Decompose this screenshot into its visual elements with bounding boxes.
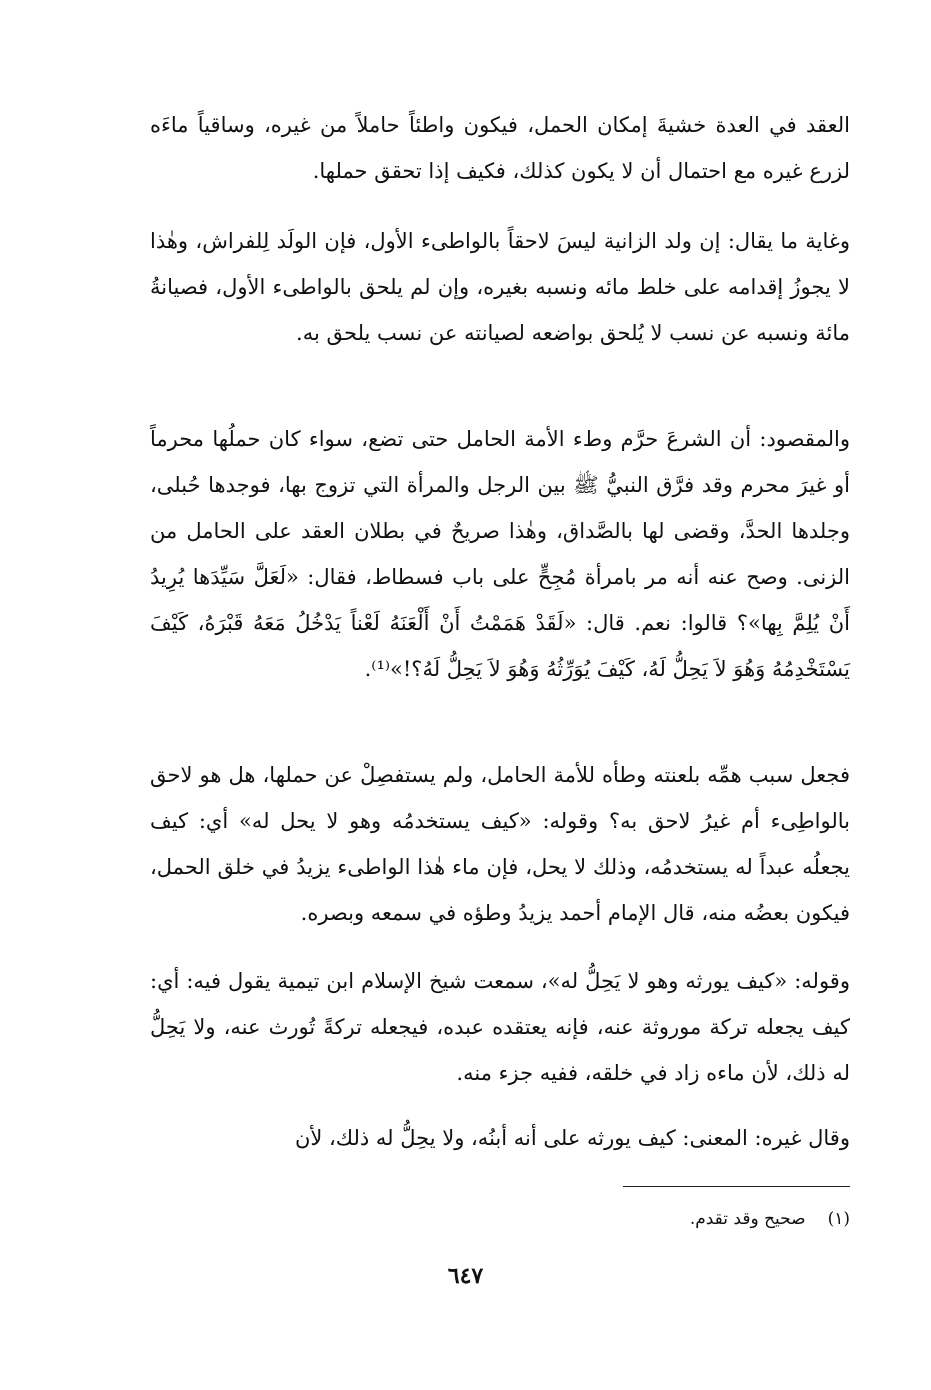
- footnote-divider: [623, 1186, 850, 1187]
- body-paragraph-3: [150, 416, 850, 692]
- body-paragraph-6: [150, 1115, 850, 1161]
- paragraph-text: فجعل سبب همِّه بلعنته وطأه للأمة الحامل، ولم يستفصِلْ عن حملها، هل هو لاحق بالواطِىء أم غيرُ لاحق به؟ وقوله: «كيف يستخدمُه وهو لا يحل له» أي: كيف يجعلُه عبداً له يستخدمُه، وذلك لا يحل، فإن ماء هٰذا الواطىء يزيدُ في خلق الحمل، فيكون بعضُه منه، قال الإمام أحمد يزيدُ وطؤه في سمعه وبصره.: [150, 763, 850, 925]
- body-paragraph-4: [150, 752, 850, 936]
- paragraph-text: وقوله: «كيف يورثه وهو لا يَحِلُّ له»، سمعت شيخ الإسلام ابن تيمية يقول فيه: أي: كيف يجعله تركة موروثة عنه، فإنه يعتقده عبده، فيجعله تركةً تُورث عنه، ولا يَحِلُّ له ذلك، لأن ماءه زاد في خلقه، ففيه جزء منه.: [150, 969, 850, 1085]
- footnote: [450, 1202, 850, 1236]
- footnote-text: صحيح وقد تقدم.: [689, 1209, 806, 1229]
- footnote-number: (١): [827, 1209, 850, 1229]
- body-paragraph-1: [150, 102, 850, 194]
- body-paragraph-2: [150, 218, 850, 356]
- paragraph-text: وغاية ما يقال: إن ولد الزانية ليسَ لاحقاً بالواطىء الأول، فإن الولَد لِلفراش، وهٰذا لا يجوزُ إقدامه على خلط مائه ونسبه بغيره، وإن لم يلحق بالواطىء الأول، فصيانةُ مائة ونسبه عن نسب لا يُلحق بواضعه لصيانته عن نسب يلحق به.: [150, 229, 850, 345]
- paragraph-text: وقال غيره: المعنى: كيف يورثه على أنه أبنُه، ولا يحِلُّ له ذلك، لأن: [294, 1126, 850, 1150]
- paragraph-text: والمقصود: أن الشرعَ حرَّم وطء الأمة الحامل حتى تضع، سواء كان حملُها محرماً أو غيرَ محرم وقد فرَّق النبيُّ ﷺ بين الرجل والمرأة التي تزوج بها، فوجدها حُبلى، وجلدها الحدَّ، وقضى لها بالصَّداق، وهٰذا صريحٌ في بطلان العقد على الحامل من الزنى. وصح عنه أنه مر بامرأة مُجِحٍّ على باب فسطاط، فقال: «لَعَلَّ سَيِّدَها يُرِيدُ أَنْ يُلِمَّ بِها»؟ قالوا: نعم. قال: «لَقَدْ هَمَمْتُ أَنْ أَلْعَنَهُ لَعْناً يَدْخُلُ مَعَهُ قَبْرَهُ، كَيْفَ يَسْتَخْدِمُهُ وَهُوَ لاَ يَحِلُّ لَهُ، كَيْفَ يُوَرِّثُهُ وَهُوَ لاَ يَحِلُّ لَهُ؟!»⁽¹⁾.: [150, 427, 850, 681]
- body-paragraph-5: [150, 958, 850, 1096]
- paragraph-text: العقد في العدة خشيةَ إمكان الحمل، فيكون واطئاً حاملاً من غيره، وساقياً ماءَه لزرع غيره مع احتمال أن لا يكون كذلك، فكيف إذا تحقق حملها.: [150, 113, 850, 183]
- page-number: ٦٤٧: [447, 1263, 484, 1289]
